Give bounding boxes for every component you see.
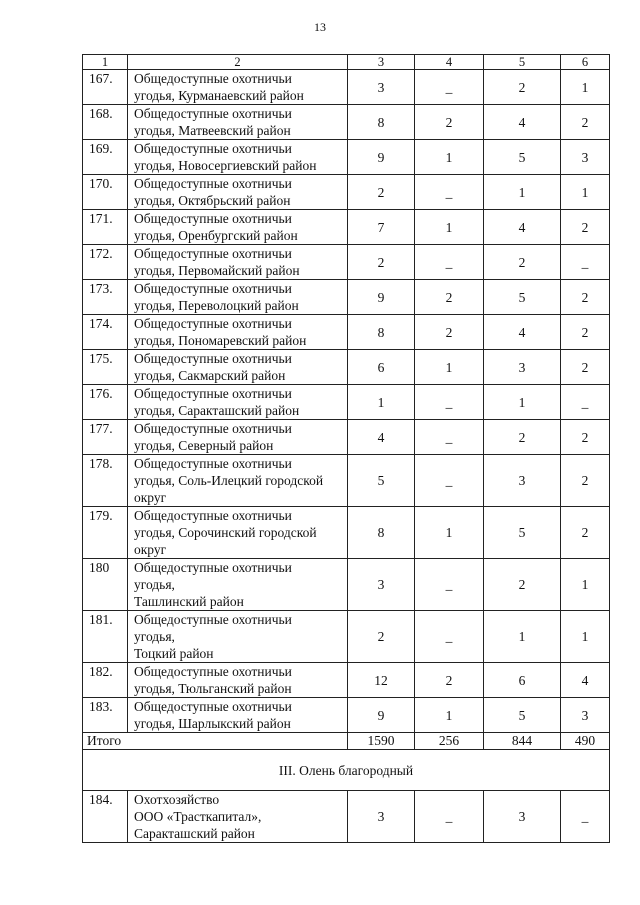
name-cell xyxy=(128,350,348,385)
name-line: Общедоступные охотничьи xyxy=(134,699,292,714)
name-line: Ташлинский район xyxy=(134,594,244,609)
value-cell: 1 xyxy=(415,698,484,733)
row-number: 183. xyxy=(83,698,128,733)
name-line: Общедоступные охотничьи xyxy=(134,316,292,331)
row-number: 174. xyxy=(83,315,128,350)
name-cell xyxy=(128,105,348,140)
name-line: угодья, Переволоцкий район xyxy=(134,298,299,313)
name-cell xyxy=(128,420,348,455)
value-cell: 2 xyxy=(415,105,484,140)
table-row xyxy=(83,210,610,245)
name-line: угодья, xyxy=(134,629,175,644)
name-cell xyxy=(128,559,348,611)
value-cell: 5 xyxy=(348,455,415,507)
column-header: 1 xyxy=(83,55,128,70)
name-line: Общедоступные охотничьи xyxy=(134,421,292,436)
value-cell: 4 xyxy=(348,420,415,455)
value-cell: 5 xyxy=(484,698,561,733)
value-cell: 8 xyxy=(348,507,415,559)
value-cell: 2 xyxy=(561,455,610,507)
name-line: угодья, Соль-Илецкий городской xyxy=(134,473,324,488)
value-cell: 1 xyxy=(484,385,561,420)
value-cell: 2 xyxy=(484,245,561,280)
row-number: 177. xyxy=(83,420,128,455)
value-cell: 1 xyxy=(561,175,610,210)
name-line: угодья, Первомайский район xyxy=(134,263,300,278)
name-cell xyxy=(128,663,348,698)
value-cell: 8 xyxy=(348,105,415,140)
value-cell: 5 xyxy=(484,140,561,175)
value-cell: 2 xyxy=(415,315,484,350)
value-cell: 2 xyxy=(561,315,610,350)
name-cell xyxy=(128,245,348,280)
table-row xyxy=(83,315,610,350)
total-value: 1590 xyxy=(348,733,415,750)
name-line: Общедоступные охотничьи xyxy=(134,508,292,523)
name-line: угодья, Матвеевский район xyxy=(134,123,291,138)
name-line: угодья, Оренбургский район xyxy=(134,228,298,243)
name-line: Общедоступные охотничьи xyxy=(134,141,292,156)
row-number: 180 xyxy=(83,559,128,611)
row-number: 175. xyxy=(83,350,128,385)
row-number: 178. xyxy=(83,455,128,507)
value-cell: 1 xyxy=(415,140,484,175)
name-line: угодья, Пономаревский район xyxy=(134,333,307,348)
value-cell: 2 xyxy=(348,245,415,280)
value-cell: 1 xyxy=(561,611,610,663)
row-number: 184. xyxy=(83,791,128,843)
value-cell: 1 xyxy=(561,559,610,611)
column-header: 5 xyxy=(484,55,561,70)
value-cell: 9 xyxy=(348,698,415,733)
value-cell: _ xyxy=(561,245,610,280)
table-row xyxy=(83,791,610,843)
value-cell: _ xyxy=(561,791,610,843)
name-line: угодья, Северный район xyxy=(134,438,274,453)
table-row xyxy=(83,663,610,698)
name-cell xyxy=(128,175,348,210)
table-row xyxy=(83,175,610,210)
name-cell xyxy=(128,791,348,843)
name-cell xyxy=(128,385,348,420)
value-cell: _ xyxy=(415,455,484,507)
value-cell: 4 xyxy=(561,663,610,698)
column-header: 3 xyxy=(348,55,415,70)
value-cell: 2 xyxy=(561,350,610,385)
section-title: III. Олень благородный xyxy=(83,750,610,791)
total-row xyxy=(83,733,610,750)
value-cell: _ xyxy=(415,559,484,611)
value-cell: _ xyxy=(415,791,484,843)
name-line: Саракташский район xyxy=(134,826,255,841)
name-cell xyxy=(128,315,348,350)
value-cell: 2 xyxy=(484,559,561,611)
value-cell: 3 xyxy=(484,455,561,507)
name-line: угодья, Саракташский район xyxy=(134,403,300,418)
table-row xyxy=(83,70,610,105)
value-cell: 9 xyxy=(348,280,415,315)
value-cell: 4 xyxy=(484,210,561,245)
total-value: 844 xyxy=(484,733,561,750)
value-cell: _ xyxy=(561,385,610,420)
name-cell xyxy=(128,455,348,507)
value-cell: 3 xyxy=(348,70,415,105)
name-line: Общедоступные охотничьи xyxy=(134,71,292,86)
name-cell xyxy=(128,210,348,245)
name-line: Общедоступные охотничьи xyxy=(134,351,292,366)
value-cell: 5 xyxy=(484,507,561,559)
value-cell: 4 xyxy=(484,315,561,350)
name-cell xyxy=(128,698,348,733)
value-cell: 2 xyxy=(348,611,415,663)
value-cell: 2 xyxy=(561,280,610,315)
name-cell xyxy=(128,611,348,663)
name-line: угодья, Сорочинский городской xyxy=(134,525,317,540)
table-row xyxy=(83,105,610,140)
value-cell: 2 xyxy=(561,105,610,140)
page-number: 13 xyxy=(314,20,326,34)
value-cell: 2 xyxy=(561,420,610,455)
value-cell: 5 xyxy=(484,280,561,315)
column-header: 6 xyxy=(561,55,610,70)
value-cell: 3 xyxy=(561,698,610,733)
table-row xyxy=(83,280,610,315)
value-cell: 1 xyxy=(561,70,610,105)
value-cell: _ xyxy=(415,420,484,455)
column-header: 4 xyxy=(415,55,484,70)
name-line: Общедоступные охотничьи xyxy=(134,246,292,261)
name-cell xyxy=(128,507,348,559)
name-line: Общедоступные охотничьи xyxy=(134,281,292,296)
table-row xyxy=(83,559,610,611)
name-line: Общедоступные охотничьи xyxy=(134,211,292,226)
value-cell: 2 xyxy=(561,507,610,559)
value-cell: 3 xyxy=(348,791,415,843)
value-cell: 1 xyxy=(415,507,484,559)
table-row xyxy=(83,420,610,455)
value-cell: 1 xyxy=(484,175,561,210)
name-line: Общедоступные охотничьи xyxy=(134,456,292,471)
value-cell: 2 xyxy=(484,420,561,455)
hunting-grounds-table xyxy=(82,54,610,843)
name-line: Охотхозяйство xyxy=(134,792,220,807)
name-line: угодья, xyxy=(134,577,175,592)
name-line: угодья, Курманаевский район xyxy=(134,88,304,103)
name-line: угодья, Новосергиевский район xyxy=(134,158,317,173)
name-cell xyxy=(128,70,348,105)
name-cell xyxy=(128,280,348,315)
value-cell: 12 xyxy=(348,663,415,698)
value-cell: 1 xyxy=(348,385,415,420)
value-cell: 3 xyxy=(561,140,610,175)
value-cell: 4 xyxy=(484,105,561,140)
value-cell: _ xyxy=(415,175,484,210)
value-cell: 3 xyxy=(484,350,561,385)
total-label: Итого xyxy=(83,733,348,750)
value-cell: 6 xyxy=(484,663,561,698)
row-number: 179. xyxy=(83,507,128,559)
table-row xyxy=(83,455,610,507)
row-number: 173. xyxy=(83,280,128,315)
name-line: Общедоступные охотничьи xyxy=(134,386,292,401)
value-cell: 2 xyxy=(415,280,484,315)
row-number: 171. xyxy=(83,210,128,245)
value-cell: _ xyxy=(415,245,484,280)
table-row xyxy=(83,385,610,420)
name-line: угодья, Тюльганский район xyxy=(134,681,292,696)
row-number: 182. xyxy=(83,663,128,698)
name-line: ООО «Трасткапитал», xyxy=(134,809,262,824)
value-cell: _ xyxy=(415,70,484,105)
value-cell: 1 xyxy=(415,350,484,385)
table-row xyxy=(83,245,610,280)
value-cell: 2 xyxy=(348,175,415,210)
name-line: угодья, Октябрьский район xyxy=(134,193,291,208)
section-row xyxy=(83,750,610,791)
value-cell: 9 xyxy=(348,140,415,175)
row-number: 170. xyxy=(83,175,128,210)
name-line: угодья, Сакмарский район xyxy=(134,368,286,383)
name-line: округ xyxy=(134,542,167,557)
value-cell: 2 xyxy=(561,210,610,245)
value-cell: _ xyxy=(415,611,484,663)
table-row xyxy=(83,507,610,559)
table-row xyxy=(83,350,610,385)
total-value: 490 xyxy=(561,733,610,750)
table-row xyxy=(83,611,610,663)
name-line: угодья, Шарлыкский район xyxy=(134,716,291,731)
value-cell: 6 xyxy=(348,350,415,385)
value-cell: 7 xyxy=(348,210,415,245)
value-cell: 1 xyxy=(415,210,484,245)
row-number: 176. xyxy=(83,385,128,420)
table-row xyxy=(83,698,610,733)
name-line: Тоцкий район xyxy=(134,646,214,661)
column-header: 2 xyxy=(128,55,348,70)
name-line: Общедоступные охотничьи xyxy=(134,106,292,121)
value-cell: 3 xyxy=(484,791,561,843)
total-value: 256 xyxy=(415,733,484,750)
row-number: 172. xyxy=(83,245,128,280)
table-row xyxy=(83,140,610,175)
row-number: 168. xyxy=(83,105,128,140)
value-cell: 2 xyxy=(484,70,561,105)
row-number: 181. xyxy=(83,611,128,663)
name-line: Общедоступные охотничьи xyxy=(134,176,292,191)
name-line: Общедоступные охотничьи xyxy=(134,560,292,575)
value-cell: 3 xyxy=(348,559,415,611)
name-line: Общедоступные охотничьи xyxy=(134,612,292,627)
name-cell xyxy=(128,140,348,175)
header-row xyxy=(83,55,610,70)
value-cell: 8 xyxy=(348,315,415,350)
name-line: округ xyxy=(134,490,167,505)
row-number: 167. xyxy=(83,70,128,105)
name-line: Общедоступные охотничьи xyxy=(134,664,292,679)
value-cell: 2 xyxy=(415,663,484,698)
row-number: 169. xyxy=(83,140,128,175)
value-cell: 1 xyxy=(484,611,561,663)
value-cell: _ xyxy=(415,385,484,420)
